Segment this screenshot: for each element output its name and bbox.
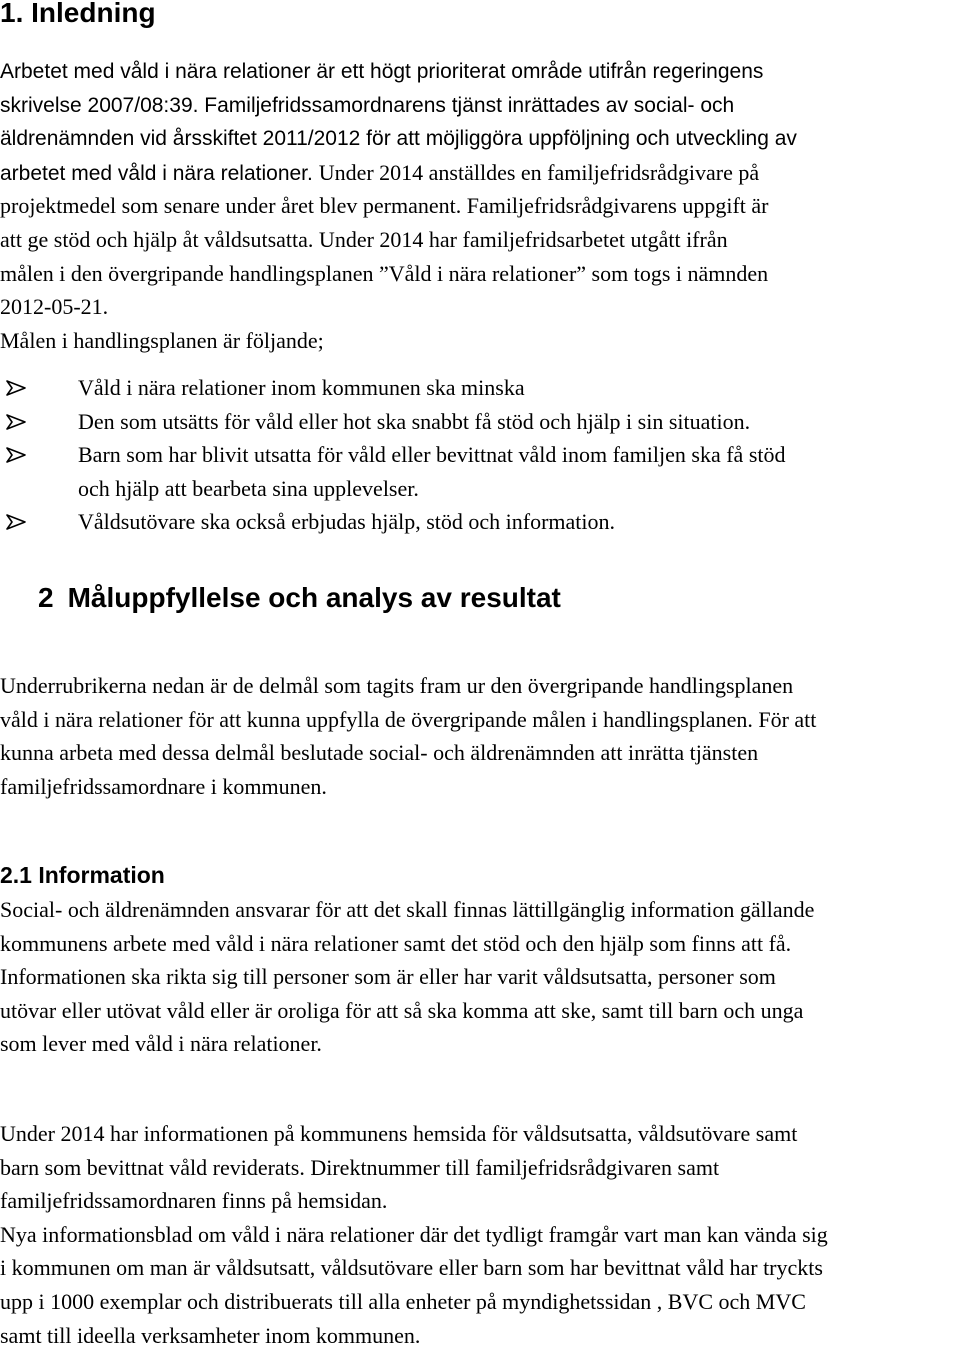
list-item bbox=[0, 371, 960, 405]
section-1-heading: 1. Inledning bbox=[0, 0, 156, 28]
section-2-1-heading: 2.1 Information bbox=[0, 862, 165, 888]
section-2-title: Måluppfyllelse och analys av resultat bbox=[67, 582, 561, 613]
text-line: Nya informationsblad om våld i nära relationer där det tydligt framgår vart man kan vända sig bbox=[0, 1221, 828, 1247]
text-line: i kommunen om man är våldsutsatt, våldsutövare eller barn som har bevittnat våld har tryckts bbox=[0, 1255, 823, 1281]
text-line: barn som bevittnat våld reviderats. Direktnummer till familjefridsrådgivaren samt bbox=[0, 1154, 720, 1180]
text-line: Underrubrikerna nedan är de delmål som tagits fram ur den övergripande handlingsplanen bbox=[0, 673, 794, 698]
list-item bbox=[0, 505, 960, 539]
list-item-text: Våld i nära relationer inom kommunen ska minska bbox=[78, 375, 525, 400]
list-item bbox=[0, 405, 960, 439]
text-line: att ge stöd och hjälp åt våldsutsatta. Under 2014 har familjefridsarbetet utgått ifrån bbox=[0, 226, 728, 252]
text-line: målen i den övergripande handlingsplanen ”Våld i nära relationer” som togs i nämnden bbox=[0, 260, 769, 286]
text-line: Social- och äldrenämnden ansvarar för att det skall finnas lättillgänglig information gällande bbox=[0, 897, 815, 922]
section-2-1-paragraph-2 bbox=[0, 1117, 960, 1352]
text-line: kommunens arbete med våld i nära relationer samt det stöd och den hjälp som finns att få. bbox=[0, 930, 792, 956]
text-line: upp i 1000 exemplar och distribuerats till alla enheter på myndighetssidan , BVC och MVC bbox=[0, 1288, 806, 1314]
text-line: kunna arbeta med dessa delmål beslutade social- och äldrenämnden att inrätta tjänsten bbox=[0, 740, 759, 766]
section-2-intro bbox=[0, 669, 960, 803]
text-line: familjefridssamordnare i kommunen. bbox=[0, 773, 327, 799]
goals-list bbox=[0, 371, 960, 539]
text-line: skrivelse 2007/08:39. Familjefridssamordnarens tjänst inrättades av social- och bbox=[0, 93, 735, 117]
section-2-number: 2 bbox=[38, 582, 54, 613]
section-2-1-paragraph-1 bbox=[0, 893, 960, 1061]
text-line: Under 2014 har informationen på kommunens hemsida för våldsutsatta, våldsutövare samt bbox=[0, 1121, 798, 1146]
text-line: Målen i handlingsplanen är följande; bbox=[0, 327, 324, 353]
text-line: projektmedel som senare under året blev permanent. Familjefridsrådgivarens uppgift är bbox=[0, 193, 769, 219]
list-item-text: Barn som har blivit utsatta för våld eller bevittnat våld inom familjen ska få stöd bbox=[78, 442, 786, 468]
arrowhead-bullet-icon bbox=[6, 447, 26, 463]
list-item-text: Våldsutövare ska också erbjudas hjälp, stöd och information. bbox=[78, 509, 616, 535]
list-item bbox=[0, 438, 960, 505]
text-line: våld i nära relationer för att kunna uppfylla de övergripande målen i handlingsplanen. För att bbox=[0, 706, 817, 732]
section-2-heading bbox=[38, 579, 561, 617]
list-item-text: Den som utsätts för våld eller hot ska snabbt få stöd och hjälp i sin situation. bbox=[78, 408, 751, 434]
text-line: Informationen ska rikta sig till personer som är eller har varit våldsutsatta, personer som bbox=[0, 964, 776, 990]
arrowhead-bullet-icon bbox=[6, 514, 26, 530]
arrowhead-bullet-icon bbox=[6, 380, 26, 396]
list-item-text: och hjälp att bearbeta sina upplevelser. bbox=[78, 475, 419, 501]
text-line: familjefridssamordnaren finns på hemsidan. bbox=[0, 1188, 388, 1214]
text-line: 2012-05-21. bbox=[0, 294, 109, 320]
text-line: äldrenämnden vid årsskiftet 2011/2012 för att möjliggöra uppföljning och utveckling av bbox=[0, 127, 797, 151]
arrowhead-bullet-icon bbox=[6, 414, 26, 430]
text-line: Arbetet med våld i nära relationer är ett högt prioriterat område utifrån regeringens bbox=[0, 60, 764, 83]
text-line: utövar eller utövat våld eller är oroliga för att så ska komma att ske, samt till barn och unga bbox=[0, 997, 804, 1023]
text-line: som lever med våld i nära relationer. bbox=[0, 1031, 322, 1057]
mixed-line-serif-part: Under 2014 anställdes en familjefridsrådgivare på bbox=[318, 159, 760, 185]
section-1-intro bbox=[0, 55, 960, 357]
mixed-text-line bbox=[0, 156, 960, 190]
mixed-line-sans-part: arbetet med våld i nära relationer. bbox=[0, 161, 319, 185]
text-line: samt till ideella verksamheter inom kommunen. bbox=[0, 1322, 421, 1348]
